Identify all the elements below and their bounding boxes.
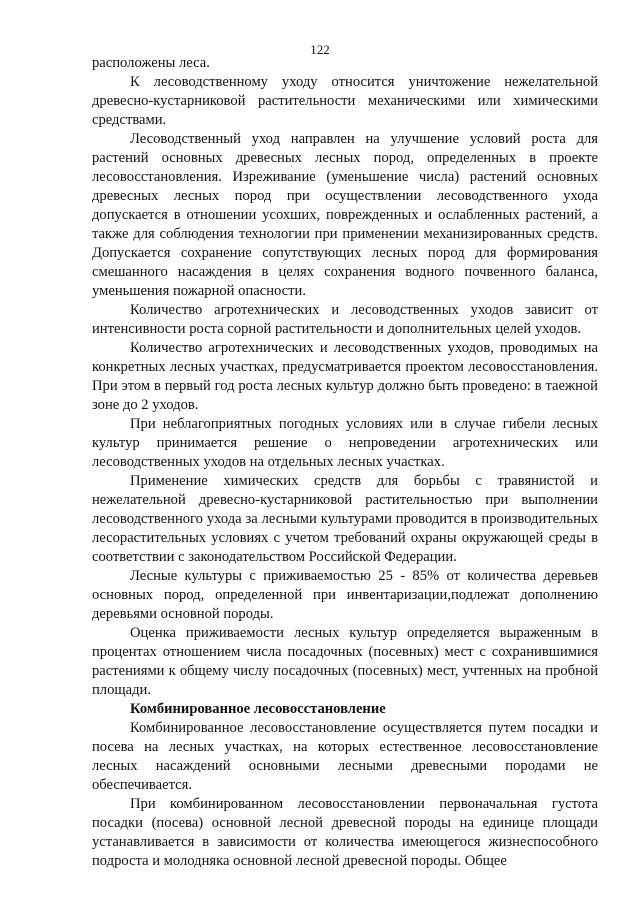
paragraph: Количество агротехнических и лесоводственных уходов зависит от интенсивности роста сорной растительности и дополнительных целей уходов. <box>92 302 598 337</box>
page-number: 122 <box>310 42 330 57</box>
paragraph: Оценка приживаемости лесных культур определяется выраженным в процентах отношением числа посадочных (посевных) мест с сохранившимися растениями к общему числу посадочных (посевных) мест, учтенных на пробной площади. <box>92 625 598 698</box>
section-heading: Комбинированное лесовосстановление <box>130 701 386 717</box>
paragraph: Количество агротехнических и лесоводственных уходов, проводимых на конкретных лесных участках, предусматривается проектом лесовосстановления. При этом в первый год роста лесных культур должно быть проведено: в таежной зоне до 2 уходов. <box>92 340 598 413</box>
paragraph: Лесоводственный уход направлен на улучшение условий роста для растений основных древесных лесных пород, определенных в проекте лесовосстановления. Изреживание (уменьшение числа) растений основных древесных лесных пород при осуществлении лесоводственного ухода допускается в отношении усохших, поврежденных и ослабленных растений, а также для соблюдения технологии при применении механизированных средств. Допускается сохранение сопутствующих лесных пород для формирования смешанного насаждения в целях сохранения водного почвенного баланса, уменьшения пожарной опасности. <box>92 131 598 299</box>
paragraph: Лесные культуры с приживаемостью 25 - 85% от количества деревьев основных пород, определенной при инвентаризации,подлежат дополнению деревьями основной породы. <box>92 568 598 622</box>
paragraph: Комбинированное лесовосстановление осуществляется путем посадки и посева на лесных участках, на которых естественное лесовосстановление лесных насаждений основными лесными древесными породами не обеспечивается. <box>92 720 598 793</box>
body-text <box>92 54 598 871</box>
paragraph: К лесоводственному уходу относится уничтожение нежелательной древесно-кустарниковой растительности механическими или химическими средствами. <box>92 74 598 128</box>
paragraph: расположены леса. <box>92 55 210 71</box>
paragraph: При комбинированном лесовосстановлении первоначальная густота посадки (посева) основной лесной древесной породы на единице площади устанавливается в зависимости от количества имеющегося жизнеспособного подроста и молодняка основной лесной древесной породы. Общее <box>92 796 598 869</box>
paragraph: Применение химических средств для борьбы с травянистой и нежелательной древесно-кустарниковой растительностью при выполнении лесоводственного ухода за лесными культурами проводится в производительных лесорастительных условиях с учетом требований охраны окружающей среды в соответствии с законодательством Российской Федерации. <box>92 473 598 565</box>
paragraph: При неблагоприятных погодных условиях или в случае гибели лесных культур принимается решение о непроведении агротехнических или лесоводственных уходов на отдельных лесных участках. <box>92 416 598 470</box>
